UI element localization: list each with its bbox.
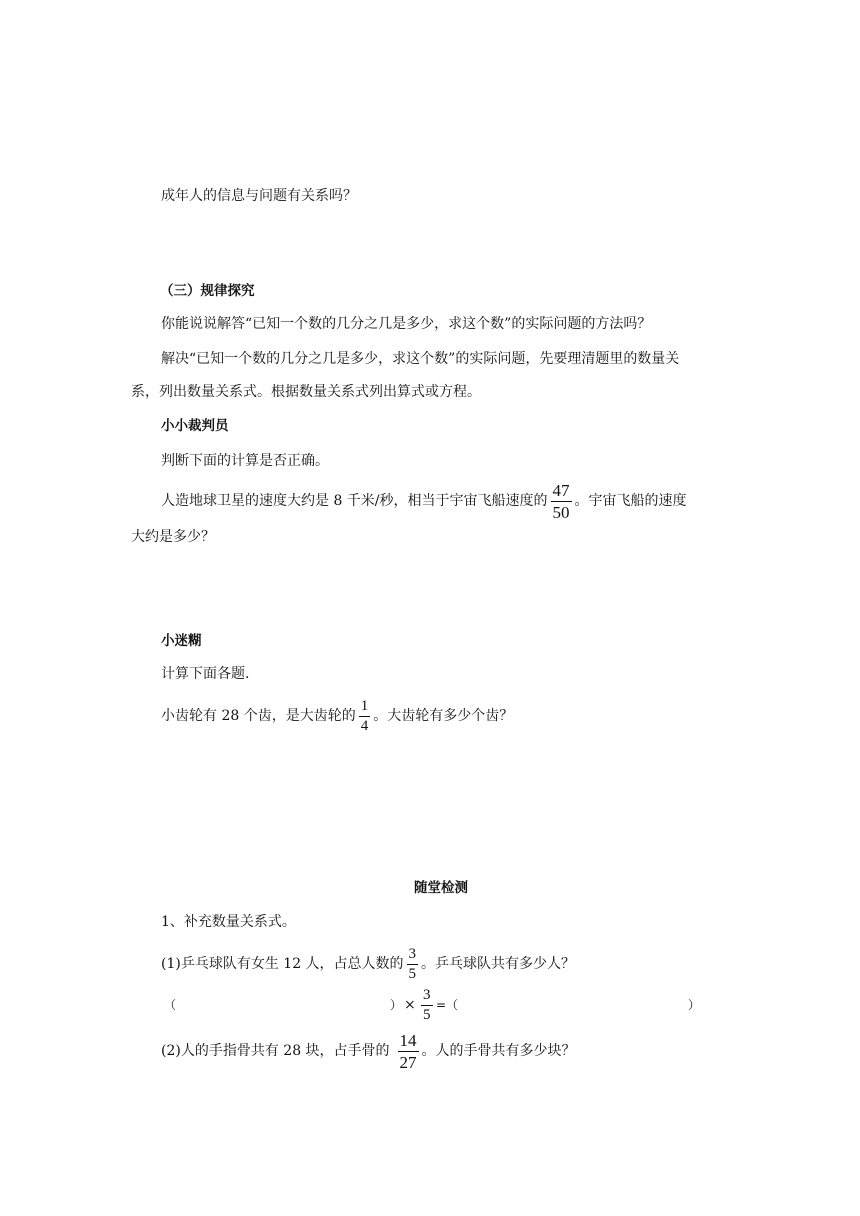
fraction-14-27 [398,1032,419,1071]
fraction-numerator: 1 [359,699,371,717]
fraction-denominator: 5 [423,1006,431,1023]
quiz-q2-text: (2)人的手指骨共有 28 块，占手骨的 [161,1043,390,1059]
quiz-item1: 1、补充数量关系式。 [161,914,296,930]
fraction-3-5-equation [421,988,433,1023]
heading-rule-exploration: （三）规律探究 [160,283,255,299]
quiz-q1-text-after: 。乒乓球队共有多少人？ [421,956,576,972]
quiz-title: 随堂检测 [414,880,468,896]
fraction-1-4 [359,699,371,734]
heading-little-confused: 小迷糊 [161,633,202,649]
fraction-denominator: 27 [399,1052,417,1072]
confused-problem-text: 小齿轮有 28 个齿，是大齿轮的 [161,708,356,724]
fraction-denominator: 4 [360,717,369,734]
judge-problem-line1 [161,478,687,524]
quiz-q1-text: (1)乒乓球队有女生 12 人，占总人数的 [161,956,404,972]
times-sign: × [404,997,416,1013]
rule-prompt: 你能说说解答“已知一个数的几分之几是多少，求这个数”的实际问题的方法吗？ [161,316,652,332]
question-adult-info: 成年人的信息与问题有关系吗？ [161,188,357,204]
judge-problem-text-after: 。宇宙飞船的速度 [574,493,687,509]
quiz-question2 [161,1028,576,1074]
equals-sign: = [436,998,447,1012]
quiz-q2-text-after: 。人的手骨共有多少块？ [421,1043,576,1059]
judge-problem-text: 人造地球卫星的速度大约是 8 千米/秒，相当于宇宙飞船速度的 [161,493,548,509]
rule-explanation-line1: 解决“已知一个数的几分之几是多少，求这个数”的实际问题，先要理清题里的数量关 [161,351,680,367]
fraction-numerator: 47 [552,480,570,500]
fraction-3-5 [407,947,419,982]
confused-problem-text-after: 。大齿轮有多少个齿？ [373,708,514,724]
equation-fraction-wrap [418,985,436,1025]
blank-close-paren-2: ） [688,998,701,1012]
blank-open-paren-2: （ [446,998,459,1012]
quiz-question1 [161,944,575,984]
fraction-numerator: 3 [421,988,433,1006]
heading-little-judge: 小小裁判员 [161,418,229,434]
judge-problem-line2: 大约是多少？ [131,529,215,545]
blank-open-paren-1: （ [164,998,177,1012]
fraction-numerator: 3 [407,947,419,965]
fraction-47-50 [551,482,572,521]
judge-instruction: 判断下面的计算是否正确。 [161,453,329,469]
fraction-denominator: 50 [552,502,570,522]
confused-problem [161,694,513,738]
blank-close-paren-1: ） [390,998,403,1012]
fraction-denominator: 5 [408,965,417,982]
confused-instruction: 计算下面各题. [161,666,250,682]
rule-explanation-line2: 系，列出数量关系式。根据数量关系式列出算式或方程。 [131,384,481,400]
fraction-numerator: 14 [399,1030,417,1050]
